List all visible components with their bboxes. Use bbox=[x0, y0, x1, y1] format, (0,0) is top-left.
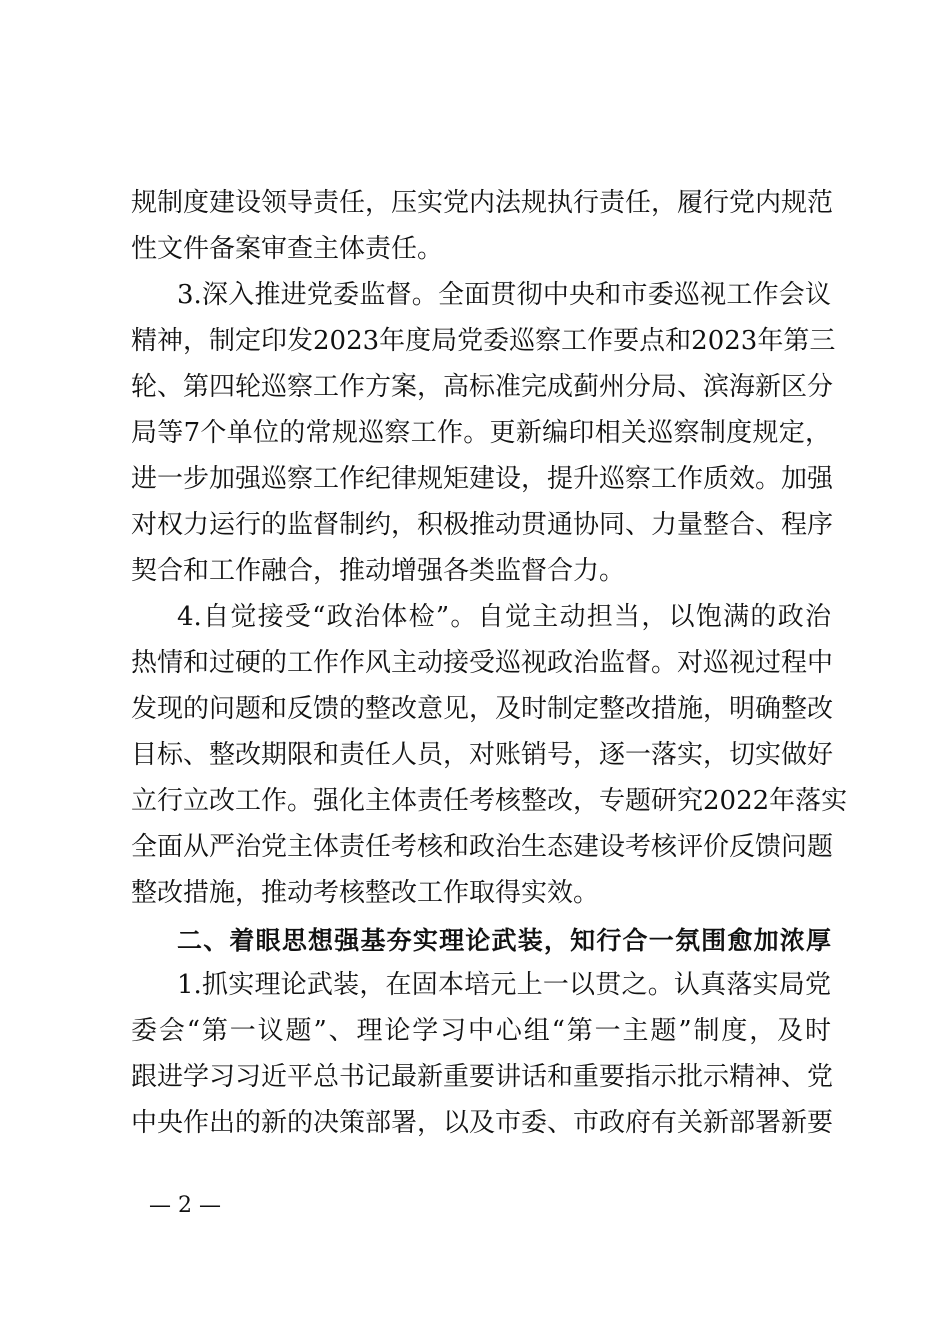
text-line: 目标、整改期限和责任人员，对账销号，逐一落实，切实做好 bbox=[131, 740, 834, 770]
text-line: 性文件备案审查主体责任。 bbox=[131, 234, 444, 264]
text-line: 契合和工作融合，推动增强各类监督合力。 bbox=[131, 556, 626, 586]
section-heading: 二、着眼思想强基夯实理论武装，知行合一氛围愈加浓厚 bbox=[177, 926, 831, 955]
page-number: — 2 — bbox=[149, 1193, 221, 1218]
text-line: 进一步加强巡察工作纪律规矩建设，提升巡察工作质效。加强 bbox=[131, 464, 834, 494]
text-line: 1.抓实理论武装，在固本培元上一以贯之。认真落实局党 bbox=[177, 970, 831, 1000]
text-line: 热情和过硬的工作作风主动接受巡视政治监督。对巡视过程中 bbox=[131, 648, 834, 678]
text-line: 精神，制定印发2023年度局党委巡察工作要点和2023年第三 bbox=[131, 326, 836, 356]
text-line: 全面从严治党主体责任考核和政治生态建设考核评价反馈问题 bbox=[131, 832, 834, 862]
text-line: 跟进学习习近平总书记最新重要讲话和重要指示批示精神、党 bbox=[131, 1062, 834, 1092]
text-line: 4.自觉接受“政治体检”。自觉主动担当，以饱满的政治 bbox=[177, 602, 831, 632]
text-line: 3.深入推进党委监督。全面贯彻中央和市委巡视工作会议 bbox=[177, 280, 831, 310]
text-line: 规制度建设领导责任，压实党内法规执行责任，履行党内规范 bbox=[131, 188, 834, 218]
text-line: 整改措施，推动考核整改工作取得实效。 bbox=[131, 878, 600, 908]
text-line: 发现的问题和反馈的整改意见，及时制定整改措施，明确整改 bbox=[131, 694, 834, 724]
text-line: 局等7个单位的常规巡察工作。更新编印相关巡察制度规定， bbox=[131, 418, 831, 448]
text-line: 中央作出的新的决策部署，以及市委、市政府有关新部署新要 bbox=[131, 1108, 834, 1138]
text-line: 委会“第一议题”、理论学习中心组“第一主题”制度，及时 bbox=[131, 1016, 831, 1046]
text-line: 立行立改工作。强化主体责任考核整改，专题研究2022年落实 bbox=[131, 786, 848, 816]
text-line: 对权力运行的监督制约，积极推动贯通协同、力量整合、程序 bbox=[131, 510, 834, 540]
text-line: 轮、第四轮巡察工作方案，高标准完成蓟州分局、滨海新区分 bbox=[131, 372, 834, 402]
